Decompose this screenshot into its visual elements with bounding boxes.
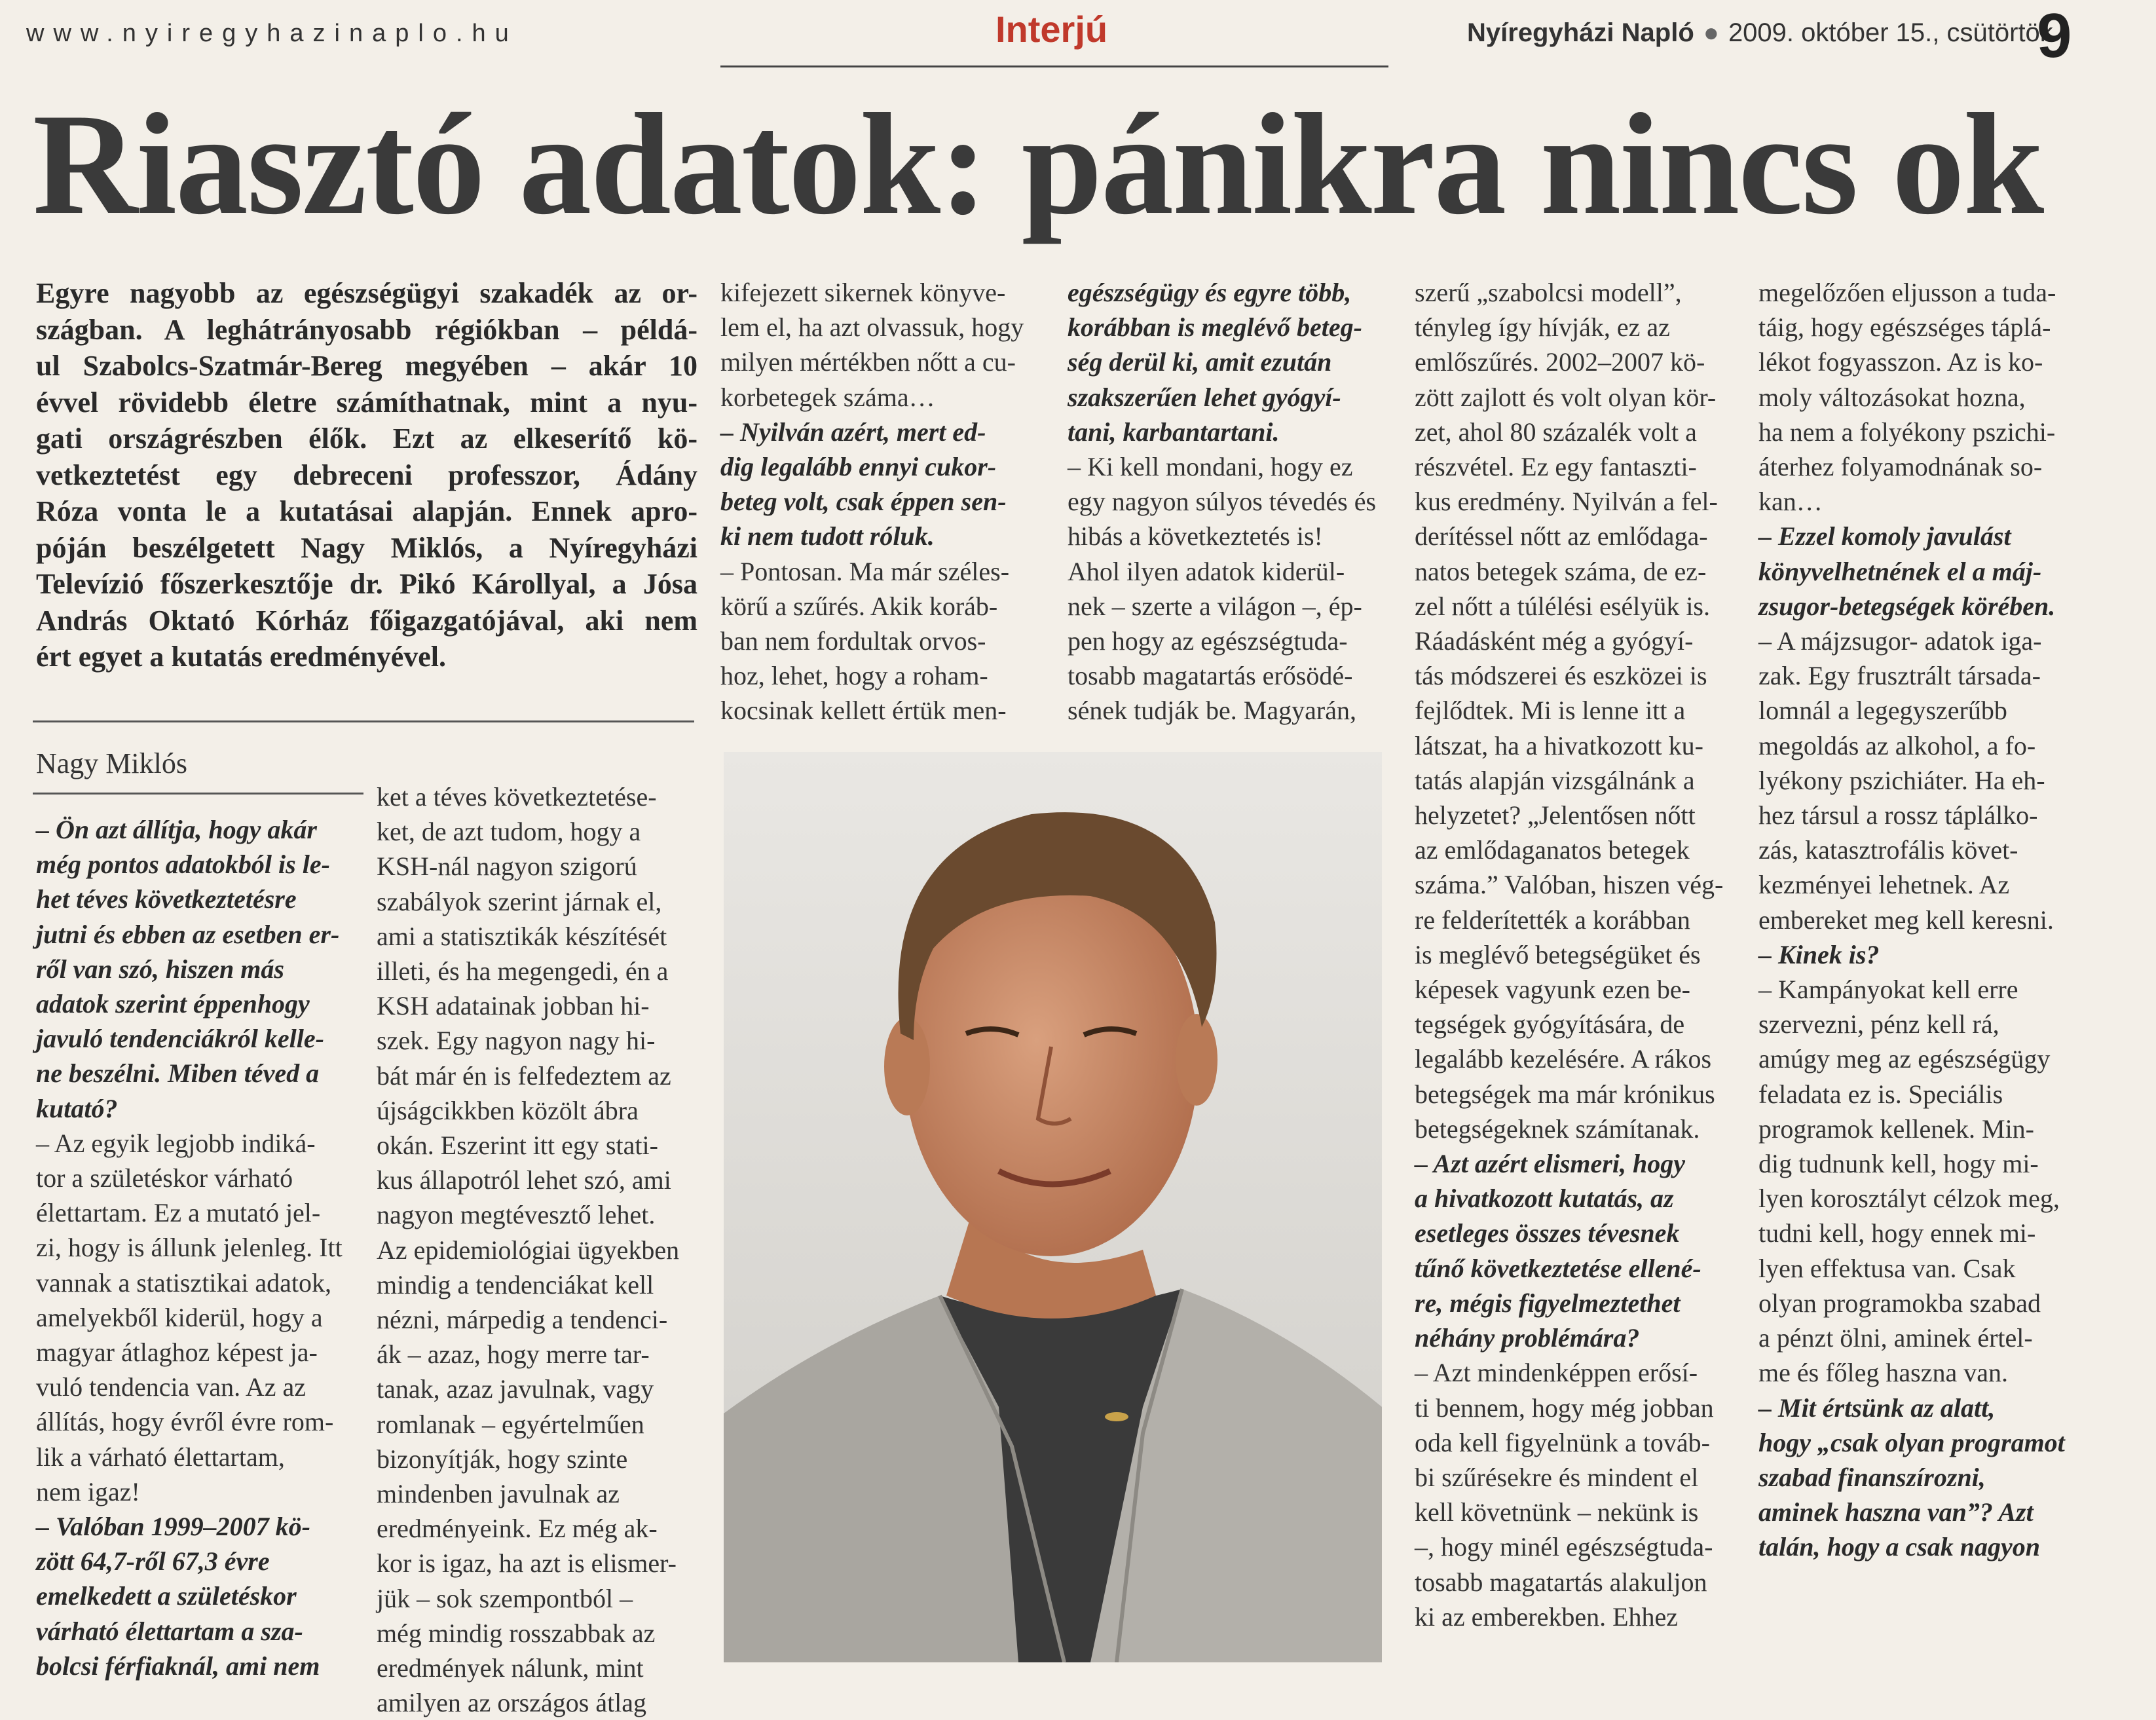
lead-line: András Oktató Kórház főigazgatójával, aki nem bbox=[36, 604, 697, 637]
answer-line: moly változásokat hozna, bbox=[1758, 382, 2026, 412]
portrait-photo bbox=[724, 752, 1382, 1662]
answer-line: megelőzően eljusson a tuda- bbox=[1758, 278, 2056, 307]
answer-line: szek. Egy nagyon nagy hi- bbox=[377, 1026, 656, 1056]
answer-line: tor a születéskor várható bbox=[36, 1163, 293, 1193]
answer-line: nézni, márpedig a tendenci- bbox=[377, 1305, 668, 1335]
answer-line: szervezni, pénz kell rá, bbox=[1758, 1009, 1999, 1039]
question-line: het téves következtetésre bbox=[36, 884, 297, 914]
question-line: ki nem tudott róluk. bbox=[720, 521, 935, 552]
question-line: korábban is meglévő beteg- bbox=[1068, 312, 1362, 343]
lead-line: Róza vonta le a kutatásai alapján. Ennek apro- bbox=[36, 495, 697, 527]
question-line: beteg volt, csak éppen sen- bbox=[720, 487, 1007, 517]
answer-line: kezményei lehetnek. Az bbox=[1758, 870, 2010, 900]
answer-line: szerű „szabolcsi modell”, bbox=[1415, 278, 1682, 307]
answer-line: hoz, lehet, hogy a roham- bbox=[720, 661, 988, 691]
answer-line: betegségek ma már krónikus bbox=[1415, 1079, 1715, 1109]
answer-line: KSH-nál nagyon szigorú bbox=[377, 851, 637, 882]
answer-line: bizonyítják, hogy szinte bbox=[377, 1444, 628, 1474]
answer-line: jük – sok szempontból – bbox=[377, 1583, 633, 1613]
answer-line: zás, katasztrofális követ- bbox=[1758, 835, 2018, 865]
answer-line: vannak a statisztikai adatok, bbox=[36, 1267, 331, 1298]
answer-line: tatás alapján vizsgálnánk a bbox=[1415, 765, 1695, 795]
answer-line: az emlődaganatos betegek bbox=[1415, 835, 1690, 865]
answer-line: emlőszűrés. 2002–2007 kö- bbox=[1415, 347, 1705, 377]
answer-line: zet, ahol 80 százalék volt a bbox=[1415, 417, 1697, 447]
article-column-4 bbox=[1068, 275, 1388, 728]
answer-line: – Pontosan. Ma már széles- bbox=[720, 556, 1010, 586]
answer-line: programok kellenek. Min- bbox=[1758, 1113, 2034, 1144]
answer-line: is meglévő betegségüket és bbox=[1415, 939, 1701, 969]
answer-line: áterhez folyamodnának so- bbox=[1758, 452, 2043, 482]
answer-line: kifejezett sikernek könyve- bbox=[720, 278, 1006, 307]
question-line: hogy „csak olyan programot bbox=[1758, 1427, 2065, 1457]
answer-line: re felderítették a korábban bbox=[1415, 905, 1690, 935]
answer-line: Ahol ilyen adatok kiderül- bbox=[1068, 556, 1345, 586]
answer-line: magyar átlaghoz képest ja- bbox=[36, 1337, 318, 1368]
answer-line: amelyekből kiderül, hogy a bbox=[36, 1302, 323, 1332]
question-line: tani, karbantartani. bbox=[1068, 417, 1280, 447]
answer-line: tanak, azaz javulnak, vagy bbox=[377, 1374, 654, 1404]
lead-line: ul Szabolcs-Szatmár-Bereg megyében – akár 10 bbox=[36, 350, 697, 382]
answer-line: mindig a tendenciákat kell bbox=[377, 1269, 654, 1299]
answer-line: helyzetet? „Jelentősen nőtt bbox=[1415, 800, 1696, 831]
byline: Nagy Miklós bbox=[36, 747, 187, 779]
answer-line: ban nem fordultak orvos- bbox=[720, 626, 986, 656]
answer-line: egy nagyon súlyos tévedés és bbox=[1068, 487, 1377, 517]
answer-line: korbetegek száma… bbox=[720, 382, 935, 412]
answer-line: dig tudnunk kell, hogy mi- bbox=[1758, 1149, 2039, 1179]
answer-line: milyen mértékben nőtt a cu- bbox=[720, 347, 1016, 377]
answer-line: kus eredmény. Nyilván a fel- bbox=[1415, 487, 1718, 517]
answer-line: lem el, ha azt olvassuk, hogy bbox=[720, 312, 1024, 343]
answer-line: élettartam. Ez a mutató jel- bbox=[36, 1198, 321, 1228]
answer-line: zött zajlott és volt olyan kör- bbox=[1415, 382, 1717, 412]
answer-line: romlanak – egyértelműen bbox=[377, 1409, 644, 1439]
question-line: adatok szerint éppenhogy bbox=[36, 989, 310, 1019]
answer-line: fejlődtek. Mi is lenne itt a bbox=[1415, 696, 1686, 726]
lead-line: Egyre nagyobb az egészségügyi szakadék az or- bbox=[36, 277, 697, 309]
answer-line: Ráadásként még a gyógyí- bbox=[1415, 626, 1694, 656]
answer-line: amúgy meg az egészségügy bbox=[1758, 1044, 2051, 1074]
answer-line: lik a várható élettartam, bbox=[36, 1442, 285, 1472]
answer-line: eredmények nálunk, mint bbox=[377, 1653, 644, 1683]
answer-line: –, hogy minél egészségtuda- bbox=[1415, 1532, 1713, 1562]
question-line: szakszerűen lehet gyógyí- bbox=[1068, 382, 1341, 412]
answer-line: képesek vagyunk ezen be- bbox=[1415, 975, 1690, 1005]
answer-line: betegségeknek számítanak. bbox=[1415, 1113, 1700, 1144]
question-line: – Ön azt állítja, hogy akár bbox=[36, 815, 317, 844]
lead-line: ért egyet a kutatás eredményével. bbox=[36, 641, 446, 673]
answer-line: zi, hogy is állunk jelenleg. Itt bbox=[36, 1233, 343, 1263]
question-line: – Azt azért elismeri, hogy bbox=[1415, 1149, 1685, 1179]
answer-line: ki az emberekben. Ehhez bbox=[1415, 1601, 1679, 1632]
publication-info bbox=[1467, 18, 2053, 48]
answer-line: embereket meg kell keresni. bbox=[1758, 905, 2054, 935]
issue-date: 2009. október 15., csütörtök bbox=[1728, 18, 2053, 47]
answer-line: nek – szerte a világon –, ép- bbox=[1068, 591, 1362, 621]
answer-line: ket a téves következtetése- bbox=[377, 782, 657, 812]
answer-line: látszat, ha a hivatkozott ku- bbox=[1415, 730, 1703, 760]
article-column-3 bbox=[720, 275, 1035, 728]
answer-line: lomnál a legegyszerűbb bbox=[1758, 696, 2007, 726]
question-line: bolcsi férfiaknál, ami nem bbox=[36, 1651, 320, 1681]
answer-line: bi szűrésekre és mindent el bbox=[1415, 1462, 1699, 1492]
question-line: re, mégis figyelmeztethet bbox=[1415, 1288, 1681, 1318]
answer-line: hez társul a rossz táplálko- bbox=[1758, 800, 2038, 831]
answer-line: amilyen az országos átlag bbox=[377, 1688, 647, 1718]
answer-line: mindenben javulnak az bbox=[377, 1479, 620, 1509]
question-line: várható élettartam a sza- bbox=[36, 1616, 303, 1646]
answer-line: derítéssel nőtt az emlődaga- bbox=[1415, 521, 1708, 552]
answer-line: oda kell figyelnünk a továb- bbox=[1415, 1427, 1710, 1457]
answer-line: tás módszerei és eszközei is bbox=[1415, 661, 1707, 691]
answer-line: eredményeink. Ez még ak- bbox=[377, 1514, 658, 1544]
answer-line: részvétel. Ez egy fantaszti- bbox=[1415, 452, 1697, 482]
question-line: dig legalább ennyi cukor- bbox=[720, 452, 997, 482]
answer-line: még mindig rosszabbak az bbox=[377, 1618, 656, 1648]
answer-line: lyen effektusa van. Csak bbox=[1758, 1253, 2016, 1283]
answer-line: tudni kell, hogy ennek mi- bbox=[1758, 1218, 2036, 1248]
answer-line: száma.” Valóban, hiszen vég- bbox=[1415, 870, 1724, 900]
answer-line: lyen korosztályt célzok meg, bbox=[1758, 1184, 2060, 1214]
question-line: – Ezzel komoly javulást bbox=[1758, 521, 2011, 552]
answer-line: körű a szűrés. Akik koráb- bbox=[720, 591, 998, 621]
question-line: jutni és ebben az esetben er- bbox=[36, 919, 340, 949]
question-line: a hivatkozott kutatás, az bbox=[1415, 1184, 1674, 1214]
answer-line: ha nem a folyékony pszichi- bbox=[1758, 417, 2056, 447]
answer-line: ák – azaz, hogy merre tar- bbox=[377, 1339, 650, 1370]
question-line: szabad finanszírozni, bbox=[1758, 1462, 1986, 1492]
question-line: még pontos adatokból is le- bbox=[36, 850, 330, 880]
lead-line: póján beszélgetett Nagy Miklós, a Nyíregyházi bbox=[36, 531, 697, 564]
question-line: talán, hogy a csak nagyon bbox=[1758, 1532, 2041, 1562]
lead-paragraph bbox=[36, 275, 697, 675]
answer-line: legalább kezelésére. A rákos bbox=[1415, 1044, 1712, 1074]
answer-line: sének tudják be. Magyarán, bbox=[1068, 696, 1356, 726]
answer-line: ami a statisztikák készítését bbox=[377, 921, 667, 951]
answer-line: tegségek gyógyítására, de bbox=[1415, 1009, 1685, 1039]
question-line: – Valóban 1999–2007 kö- bbox=[36, 1512, 310, 1542]
question-line: esetleges összes tévesnek bbox=[1415, 1218, 1680, 1248]
question-line: – Kinek is? bbox=[1758, 939, 1880, 969]
byline-rule bbox=[33, 793, 363, 795]
answer-line: tényleg így hívják, ez az bbox=[1415, 312, 1670, 343]
question-line: – Mit értsünk az alatt, bbox=[1758, 1393, 1996, 1423]
answer-line: – Azt mindenképpen erősí- bbox=[1415, 1358, 1698, 1388]
answer-line: megoldás az alkohol, a fo- bbox=[1758, 730, 2036, 760]
question-line: néhány problémára? bbox=[1415, 1323, 1640, 1353]
answer-line: állítás, hogy évről évre rom- bbox=[36, 1407, 334, 1437]
answer-line: kan… bbox=[1758, 487, 1823, 517]
header-rule bbox=[720, 65, 1388, 67]
answer-line: kus állapotról lehet szó, ami bbox=[377, 1165, 671, 1195]
answer-line: Az epidemiológiai ügyekben bbox=[377, 1235, 680, 1265]
answer-line: szabályok szerint járnak el, bbox=[377, 886, 662, 916]
answer-line: a pénzt ölni, aminek értel- bbox=[1758, 1323, 2033, 1353]
answer-line: feladata ez is. Speciális bbox=[1758, 1079, 2003, 1109]
answer-line: – Kampányokat kell erre bbox=[1758, 975, 2018, 1005]
question-line: kutató? bbox=[36, 1093, 118, 1123]
question-line: ne beszélni. Miben téved a bbox=[36, 1058, 320, 1089]
answer-line: – A májzsugor- adatok iga- bbox=[1758, 626, 2042, 656]
lead-line: szágban. A leghátrányosabb régiókban – példá- bbox=[36, 313, 697, 346]
headline: Riasztó adatok: pánikra nincs ok bbox=[33, 84, 2043, 245]
answer-line: kell követnünk – nekünk is bbox=[1415, 1497, 1699, 1527]
portrait-image bbox=[724, 752, 1382, 1662]
answer-line: nagyon megtévesztő lehet. bbox=[377, 1200, 656, 1230]
lead-line: Televízió főszerkesztője dr. Pikó Károllyal, a Jósa bbox=[36, 568, 697, 600]
article-column-2 bbox=[377, 779, 691, 1720]
answer-line: natos betegek száma, de ez- bbox=[1415, 556, 1707, 586]
answer-line: vuló tendencia van. Az az bbox=[36, 1372, 307, 1402]
question-line: zött 64,7-ről 67,3 évre bbox=[36, 1546, 270, 1577]
answer-line: – Ki kell mondani, hogy ez bbox=[1068, 452, 1353, 482]
answer-line: zel nőtt a túlélési esélyük is. bbox=[1415, 591, 1710, 621]
question-line: könyvelhetnének el a máj- bbox=[1758, 556, 2042, 586]
article-column-5 bbox=[1415, 275, 1736, 1634]
question-line: zsugor-betegségek körében. bbox=[1758, 591, 2056, 621]
question-line: egészségügy és egyre több, bbox=[1068, 278, 1352, 307]
question-line: aminek haszna van”? Azt bbox=[1758, 1497, 2034, 1527]
answer-line: pen hogy az egészségtuda- bbox=[1068, 626, 1348, 656]
article-column-6 bbox=[1758, 275, 2086, 1565]
question-line: tűnő következtetése ellené- bbox=[1415, 1253, 1701, 1283]
answer-line: KSH adatainak jobban hi- bbox=[377, 991, 650, 1021]
question-line: ről van szó, hiszen más bbox=[36, 954, 284, 984]
answer-line: okán. Eszerint itt egy stati- bbox=[377, 1131, 658, 1161]
answer-line: hibás a következtetés is! bbox=[1068, 521, 1323, 552]
article-column-1 bbox=[36, 812, 350, 1683]
answer-line: tosabb magatartás erősödé- bbox=[1068, 661, 1353, 691]
answer-line: lyékony pszichiáter. Ha eh- bbox=[1758, 765, 2045, 795]
answer-line: illeti, és ha megengedi, én a bbox=[377, 956, 669, 986]
page-number: 9 bbox=[2037, 1, 2072, 71]
answer-line: – Az egyik legjobb indiká- bbox=[36, 1128, 316, 1158]
section-label: Interjú bbox=[995, 9, 1108, 50]
paper-name: Nyíregyházi Napló bbox=[1467, 18, 1694, 47]
answer-line: zak. Egy frusztrált társada- bbox=[1758, 661, 2041, 691]
answer-line: kocsinak kellett értük men- bbox=[720, 696, 1007, 726]
answer-line: táig, hogy egészséges táplá- bbox=[1758, 312, 2051, 343]
question-line: – Nyilván azért, mert ed- bbox=[720, 417, 986, 447]
answer-line: ti bennem, hogy még jobban bbox=[1415, 1393, 1714, 1423]
lead-line: vetkeztetést egy debreceni professzor, Ádány bbox=[36, 458, 697, 491]
lead-rule bbox=[33, 720, 694, 722]
question-line: ség derül ki, amit ezután bbox=[1068, 347, 1332, 377]
answer-line: nem igaz! bbox=[36, 1476, 140, 1506]
answer-line: tosabb magatartás alakuljon bbox=[1415, 1567, 1707, 1597]
question-line: javuló tendenciákról kelle- bbox=[36, 1024, 324, 1054]
answer-line: kor is igaz, ha azt is elismer- bbox=[377, 1548, 677, 1579]
answer-line: me és főleg haszna van. bbox=[1758, 1358, 2008, 1388]
answer-line: olyan programokba szabad bbox=[1758, 1288, 2041, 1318]
lead-line: gati országrészben élők. Ezt az elkeserítő kö- bbox=[36, 422, 697, 455]
website-url: www.nyiregyhazinaplo.hu bbox=[26, 20, 518, 47]
lead-line: évvel rövidebb életre számíthatnak, mint a nyu- bbox=[36, 386, 697, 419]
answer-line: ket, de azt tudom, hogy a bbox=[377, 817, 641, 847]
answer-line: bát már én is felfedeztem az bbox=[377, 1060, 671, 1091]
separator-dot: ● bbox=[1703, 18, 1719, 47]
answer-line: újságcikkben közölt ábra bbox=[377, 1095, 639, 1125]
answer-line: lékot fogyasszon. Az is ko- bbox=[1758, 347, 2043, 377]
question-line: emelkedett a születéskor bbox=[36, 1581, 297, 1611]
